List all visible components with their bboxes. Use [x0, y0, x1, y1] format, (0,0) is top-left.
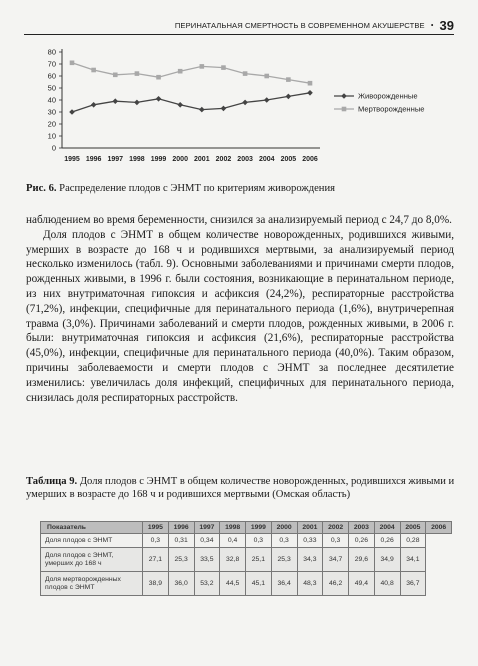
table-cell: 33,5: [194, 548, 220, 572]
x-tick-label: 2003: [237, 156, 253, 163]
table-cell: 36,4: [271, 572, 297, 596]
x-tick-label: 2006: [302, 156, 318, 163]
table-header-cell: 2003: [349, 522, 375, 534]
figure-caption-label: Рис. 6.: [26, 183, 57, 194]
table-cell: 0,4: [220, 534, 246, 548]
table-cell: 0,3: [246, 534, 272, 548]
table-cell: 36,7: [400, 572, 426, 596]
table-cell: 25,3: [271, 548, 297, 572]
table-header-cell: 2002: [323, 522, 349, 534]
table-cell: 34,9: [374, 548, 400, 572]
data-point: [69, 109, 75, 115]
table-cell: 53,2: [194, 572, 220, 596]
table-header-cell: 1995: [143, 522, 169, 534]
table-header-cell: 2005: [400, 522, 426, 534]
table-cell: 0,28: [400, 534, 426, 548]
table-cell: 0,3: [323, 534, 349, 548]
table-cell: 34,3: [297, 548, 323, 572]
y-tick-label: 20: [47, 119, 56, 129]
data-point: [286, 77, 291, 82]
data-point: [156, 96, 162, 102]
table-cell: 34,1: [400, 548, 426, 572]
y-tick-label: 60: [47, 71, 56, 81]
y-tick-label: 30: [47, 107, 56, 117]
y-tick-label: 80: [47, 47, 56, 57]
data-point: [307, 90, 313, 96]
figure-caption-text: Распределение плодов с ЭНМТ по критериям живорождения: [56, 183, 336, 194]
figure-caption: [26, 182, 456, 196]
data-point: [156, 75, 161, 80]
table-header-cell: 2004: [374, 522, 400, 534]
y-tick-label: 40: [47, 95, 56, 105]
header-bullet: •: [430, 20, 434, 30]
data-point: [135, 71, 140, 76]
table-row: [41, 534, 452, 548]
data-point: [264, 74, 269, 79]
data-point: [91, 102, 97, 108]
table-header-cell: 1998: [220, 522, 246, 534]
data-point: [242, 100, 248, 106]
table-caption: [26, 475, 456, 502]
data-point: [178, 69, 183, 74]
table-cell: 0,3: [271, 534, 297, 548]
legend-label: Мертворожденные: [358, 104, 425, 114]
table-cell: 0,34: [194, 534, 220, 548]
table-cell: 49,4: [349, 572, 375, 596]
table-cell: 0,26: [349, 534, 375, 548]
data-point: [199, 107, 205, 113]
table-cell: 45,1: [246, 572, 272, 596]
table-caption-label: Таблица 9.: [26, 476, 78, 487]
table-header-cell: 1996: [168, 522, 194, 534]
y-tick-label: 0: [51, 143, 56, 153]
table-cell: 0,33: [297, 534, 323, 548]
data-point: [243, 71, 248, 76]
data-point: [91, 68, 96, 73]
table-cell: 38,9: [143, 572, 169, 596]
table-cell: 36,0: [168, 572, 194, 596]
data-point: [70, 61, 75, 66]
y-tick-label: 10: [47, 131, 56, 141]
data-point: [264, 97, 270, 103]
data-point: [113, 73, 118, 78]
x-tick-label: 2005: [280, 156, 297, 163]
body-text: [26, 213, 454, 405]
legend-label: Живорожденные: [358, 91, 418, 101]
data-point: [134, 100, 140, 106]
table-header-cell: 1997: [194, 522, 220, 534]
table-cell: 32,8: [220, 548, 246, 572]
paragraph: наблюдением во время беременности, снизился за анализируемый период с 24,7 до 8,0%.: [26, 214, 452, 226]
series-line: [72, 63, 310, 83]
table-cell: 27,1: [143, 548, 169, 572]
x-tick-label: 2000: [172, 156, 188, 163]
table-cell: 40,8: [374, 572, 400, 596]
x-tick-label: 1997: [107, 156, 124, 163]
y-tick-label: 50: [47, 83, 56, 93]
header-rule: [24, 34, 454, 35]
running-title: ПЕРИНАТАЛЬНАЯ СМЕРТНОСТЬ В СОВРЕМЕННОМ АКУШЕРСТВЕ: [174, 20, 425, 30]
table-header-row: [41, 522, 452, 534]
table-row: [41, 548, 452, 572]
legend-marker: [342, 107, 347, 112]
table-cell: 29,6: [349, 548, 375, 572]
table-header-cell: 2001: [297, 522, 323, 534]
table-header-cell: 2000: [271, 522, 297, 534]
table-cell: 34,7: [323, 548, 349, 572]
table-header-cell: 2006: [426, 522, 452, 534]
line-chart: [18, 46, 458, 172]
table-cell: 0,31: [168, 534, 194, 548]
table-cell: Доля плодов с ЭНМТ: [41, 534, 143, 548]
table-cell: 46,2: [323, 572, 349, 596]
x-tick-label: 2004: [258, 156, 275, 163]
x-tick-label: 1998: [129, 156, 145, 163]
running-header: [132, 17, 454, 33]
table-header-cell: 1999: [246, 522, 272, 534]
x-tick-label: 2001: [194, 156, 210, 163]
table-cell: 25,1: [246, 548, 272, 572]
y-tick-label: 70: [47, 59, 56, 69]
table-cell: 25,3: [168, 548, 194, 572]
data-table: [40, 521, 452, 596]
table-caption-text: Доля плодов с ЭНМТ в общем количестве новорожденных, родившихся живыми и умерших в возрасте до 168 ч и родившихся мертвыми (Омская область): [26, 476, 455, 501]
data-point: [112, 98, 118, 104]
paragraph: Доля плодов с ЭНМТ в общем количестве новорожденных, родившихся живыми, умерших в возрасте до 168 ч и родившихся мертвыми, за анализируемый период несколько изменилось (табл. 9). Основными заболеваниями и причинами смерти плодов, рожденных живыми, в 1996 г. были состояния, возникающие в перинатальном периоде, из них внутриматочная гипоксия и асфиксия (24,2%), респираторные расстройства (71,2%), инфекции, специфичные для перинатального периода (1,6%), внутричерепная травма (3,0%). Причинами заболеваний и смерти плодов, рожденных живыми, в 2006 г. были: внутриматочная гипоксия и асфиксия (21,6%), респираторные расстройства (45,0%), инфекции, специфичные для перинатального периода (40,0%). Таким образом, причины заболеваемости и смерти плодов с ЭНМТ за последнее десятилетие изменились: увеличилась доля инфекций, специфичных для перинатального периода, снизилась доля респираторных расстройств.: [26, 228, 454, 404]
data-point: [177, 102, 183, 108]
table-cell: 44,5: [220, 572, 246, 596]
data-point: [221, 65, 226, 70]
x-tick-label: 1996: [85, 156, 102, 163]
table-cell: Доля мертворожденных плодов с ЭНМТ: [41, 572, 143, 596]
data-point: [308, 81, 313, 86]
page-number: 39: [439, 17, 454, 33]
legend-marker: [341, 93, 347, 99]
table-header-cell: Показатель: [41, 522, 143, 534]
x-tick-label: 1999: [150, 156, 167, 163]
data-point: [286, 94, 292, 100]
x-tick-label: 1995: [64, 156, 80, 163]
x-tick-label: 2002: [215, 156, 232, 163]
table-cell: 48,3: [297, 572, 323, 596]
table-cell: Доля плодов с ЭНМТ, умерших до 168 ч: [41, 548, 143, 572]
table-cell: 0,3: [143, 534, 169, 548]
data-point: [221, 106, 227, 112]
table-row: [41, 572, 452, 596]
series-line: [72, 93, 310, 112]
table-cell: 0,26: [374, 534, 400, 548]
data-point: [200, 64, 205, 69]
